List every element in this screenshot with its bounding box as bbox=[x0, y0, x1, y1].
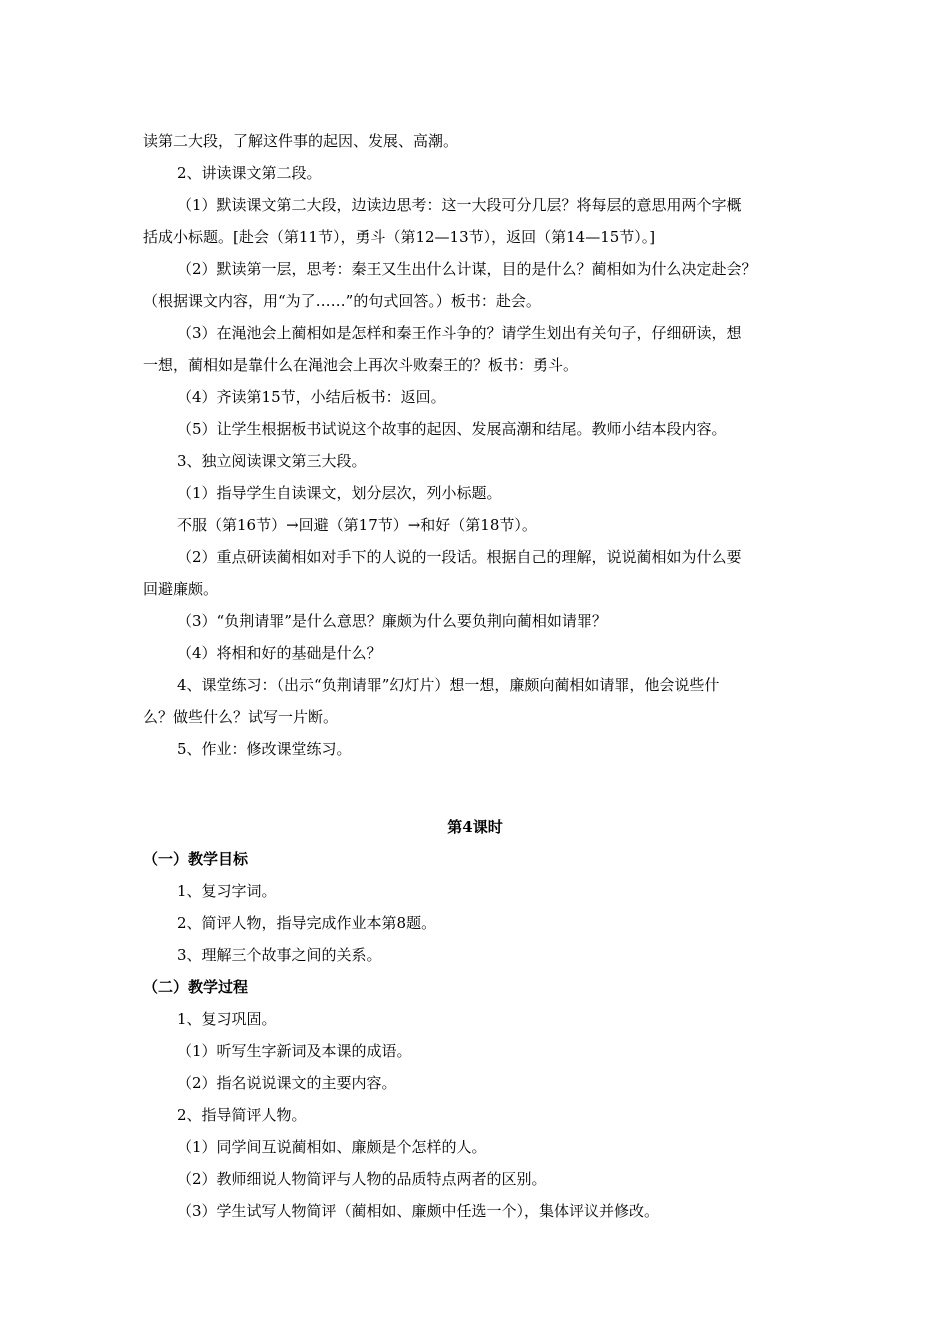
process-item: （2）教师细说人物简评与人物的品质特点两者的区别。 bbox=[177, 1170, 547, 1188]
paragraph-line: （4）将相和好的基础是什么？ bbox=[177, 644, 382, 662]
goal-item: 2、简评人物，指导完成作业本第8题。 bbox=[177, 914, 437, 932]
goals-heading: （一）教学目标 bbox=[143, 850, 249, 868]
paragraph-line: （1）指导学生自读课文，划分层次，列小标题。 bbox=[177, 484, 502, 502]
paragraph-line: （3）“负荆请罪”是什么意思？廉颇为什么要负荆向蔺相如请罪？ bbox=[177, 612, 607, 630]
paragraph-line: （4）齐读第15节，小结后板书：返回。 bbox=[177, 388, 446, 406]
process-heading: （二）教学过程 bbox=[143, 978, 249, 996]
process-item: （2）指名说说课文的主要内容。 bbox=[177, 1074, 397, 1092]
goal-item: 3、理解三个故事之间的关系。 bbox=[177, 946, 382, 964]
process-item: 2、指导简评人物。 bbox=[177, 1106, 307, 1124]
paragraph-line: 回避廉颇。 bbox=[143, 580, 219, 598]
paragraph-line: 一想，蔺相如是靠什么在渑池会上再次斗败秦王的？板书：勇斗。 bbox=[143, 356, 579, 374]
process-item: 1、复习巩固。 bbox=[177, 1010, 277, 1028]
paragraph-line: 2、讲读课文第二段。 bbox=[177, 164, 322, 182]
paragraph-line: 括成小标题。[赴会（第11节），勇斗（第12—13节），返回（第14—15节）。] bbox=[143, 228, 656, 246]
process-item: （3）学生试写人物简评（蔺相如、廉颇中任选一个），集体评议并修改。 bbox=[177, 1202, 660, 1220]
paragraph-line: 读第二大段，了解这件事的起因、发展、高潮。 bbox=[143, 132, 459, 150]
paragraph-line: （3）在渑池会上蔺相如是怎样和秦王作斗争的？请学生划出有关句子，仔细研读，想 bbox=[177, 324, 742, 342]
part1-paragraphs bbox=[0, 125, 950, 765]
goal-item: 1、复习字词。 bbox=[177, 882, 277, 900]
paragraph-line: （根据课文内容，用“为了……”的句式回答。）板书：赴会。 bbox=[143, 292, 541, 310]
document-body bbox=[0, 125, 950, 1227]
paragraph-line: （1）默读课文第二大段，边读边思考：这一大段可分几层？将每层的意思用两个字概 bbox=[177, 196, 742, 214]
paragraph-line: 5、作业：修改课堂练习。 bbox=[177, 740, 352, 758]
paragraph-line: 3、独立阅读课文第三大段。 bbox=[177, 452, 367, 470]
paragraph-line: 4、课堂练习：（出示“负荆请罪”幻灯片）想一想，廉颇向蔺相如请罪，他会说些什 bbox=[177, 676, 720, 694]
lesson-title: 第4课时 bbox=[447, 818, 503, 836]
paragraph-line: 不服（第16节）→回避（第17节）→和好（第18节）。 bbox=[177, 516, 537, 534]
paragraph-line: （2）默读第一层，思考：秦王又生出什么计谋，目的是什么？蔺相如为什么决定赴会？ bbox=[177, 260, 757, 278]
paragraph-line: （2）重点研读蔺相如对手下的人说的一段话。根据自己的理解，说说蔺相如为什么要 bbox=[177, 548, 742, 566]
process-item: （1）听写生字新词及本课的成语。 bbox=[177, 1042, 412, 1060]
paragraph-line: （5）让学生根据板书试说这个故事的起因、发展高潮和结尾。教师小结本段内容。 bbox=[177, 420, 727, 438]
process-item: （1）同学间互说蔺相如、廉颇是个怎样的人。 bbox=[177, 1138, 487, 1156]
paragraph-line: 么？做些什么？试写一片断。 bbox=[143, 708, 339, 726]
